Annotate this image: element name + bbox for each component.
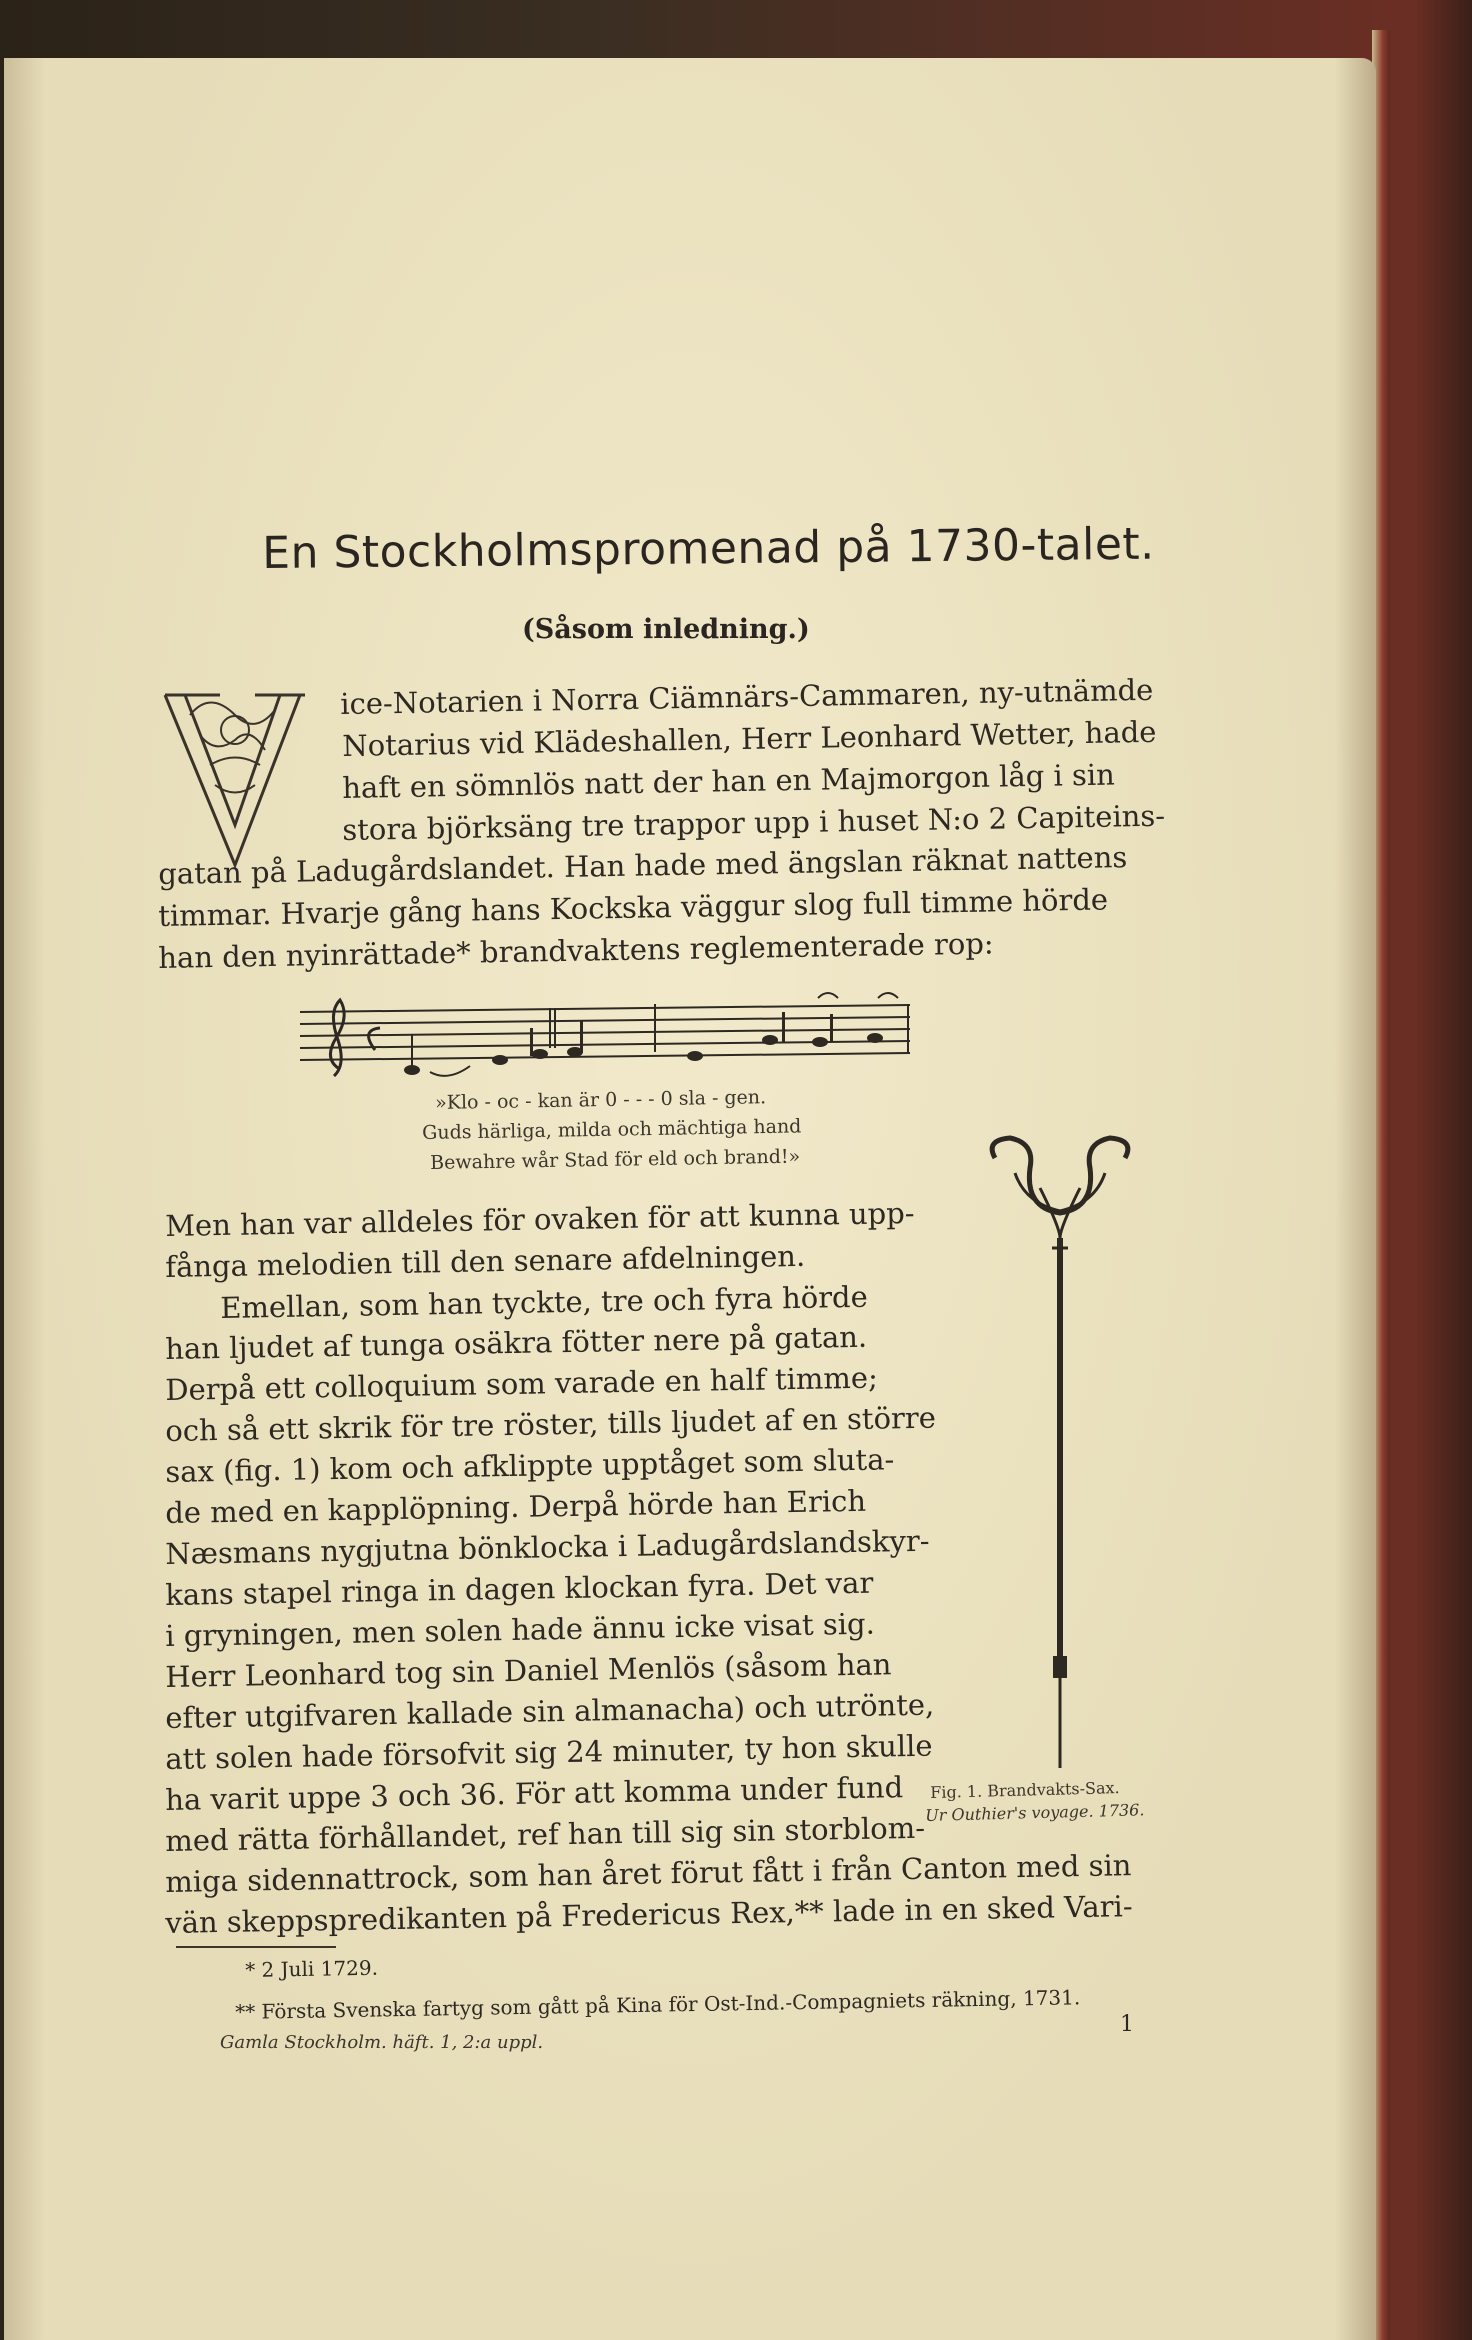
body-text-line: kans stapel ringa in dagen klockan fyra. Det var — [165, 1565, 874, 1612]
body-text-line: vän skeppspredikanten på Fredericus Rex,** lade in en sked Vari- — [165, 1889, 1133, 1940]
body-text-line: han den nyinrättade* brandvaktens reglementerade rop: — [158, 926, 994, 975]
body-text-line: Emellan, som han tyckte, tre och fyra hörde — [220, 1279, 869, 1325]
body-text-line: haft en sömnlös natt der han en Majmorgon låg i sin — [342, 757, 1116, 805]
body-text-line: stora björksäng tre trappor upp i huset N:o 2 Capiteins- — [342, 798, 1166, 847]
lyric-line: Guds härliga, milda och mächtiga hand — [422, 1115, 802, 1144]
body-text-line: Næsmans nygjutna bönklocka i Ladugårdslandskyr- — [165, 1523, 930, 1571]
body-text-line: efter utgifvaren kallade sin almanacha) och utrönte, — [165, 1687, 935, 1735]
body-text-line: ha varit uppe 3 och 36. För att komma under fund — [165, 1770, 904, 1817]
decorative-initial-v-icon — [160, 675, 310, 875]
body-text-line: Herr Leonhard tog sin Daniel Menlös (såsom han — [165, 1647, 892, 1694]
body-text-line: Notarius vid Klädeshallen, Herr Leonhard Wetter, hade — [342, 714, 1157, 763]
page-title: En Stockholmspromenad på 1730-talet. — [262, 518, 1155, 579]
footnote: * 2 Juli 1729. — [245, 1955, 379, 1982]
body-text-line: gatan på Ladugårdslandet. Han hade med ängslan räknat nattens — [158, 840, 1128, 891]
footnote-rule — [176, 1946, 336, 1948]
figure-caption-source: Ur Outhier's voyage. 1736. — [925, 1800, 1145, 1825]
body-text-line: fånga melodien till den senare afdelningen. — [165, 1238, 806, 1284]
body-text-line: de med en kapplöpning. Derpå hörde han Erich — [165, 1483, 867, 1530]
lyric-line: Bewahre wår Stad för eld och brand!» — [430, 1145, 801, 1174]
fire-watch-scissors-figure — [985, 1128, 1135, 1773]
footnote: ** Första Svenska fartyg som gått på Kina för Ost-Ind.-Compagniets räkning, 1731. — [235, 1985, 1081, 2024]
body-text-line: Derpå ett colloquium som varade en half timme; — [165, 1360, 879, 1407]
body-text-line: och så ett skrik för tre röster, tills ljudet af en större — [165, 1400, 937, 1448]
body-text-line: miga sidennattrock, som han året förut fått i från Canton med sin — [165, 1848, 1132, 1899]
body-text-line: sax (fig. 1) kom och afklippte upptåget som sluta- — [165, 1442, 895, 1489]
body-text-line: att solen hade försofvit sig 24 minuter, ty hon skulle — [165, 1728, 933, 1776]
page-subtitle: (Såsom inledning.) — [522, 614, 810, 645]
body-text-line: ice-Notarien i Norra Ciämnärs-Cammaren, ny-utnämde — [340, 672, 1154, 721]
page-number: 1 — [1120, 2012, 1134, 2037]
body-text-line: han ljudet af tunga osäkra fötter nere på gatan. — [165, 1319, 868, 1366]
body-text-line: timmar. Hvarje gång hans Kockska väggur slog full timme hörde — [158, 882, 1109, 933]
body-text-line: i gryningen, men solen hade ännu icke visat sig. — [165, 1606, 876, 1653]
music-notation — [300, 990, 920, 1100]
printer-signature: Gamla Stockholm. häft. 1, 2:a uppl. — [220, 2032, 544, 2053]
figure-caption: Fig. 1. Brandvakts-Sax. — [930, 1778, 1120, 1802]
body-text-line: med rätta förhållandet, ref han till sig sin storblom- — [165, 1810, 926, 1858]
body-text-line: Men han var alldeles för ovaken för att kunna upp- — [165, 1195, 915, 1243]
lyric-line: »Klo - oc - kan är 0 - - - 0 sla - gen. — [435, 1086, 767, 1114]
